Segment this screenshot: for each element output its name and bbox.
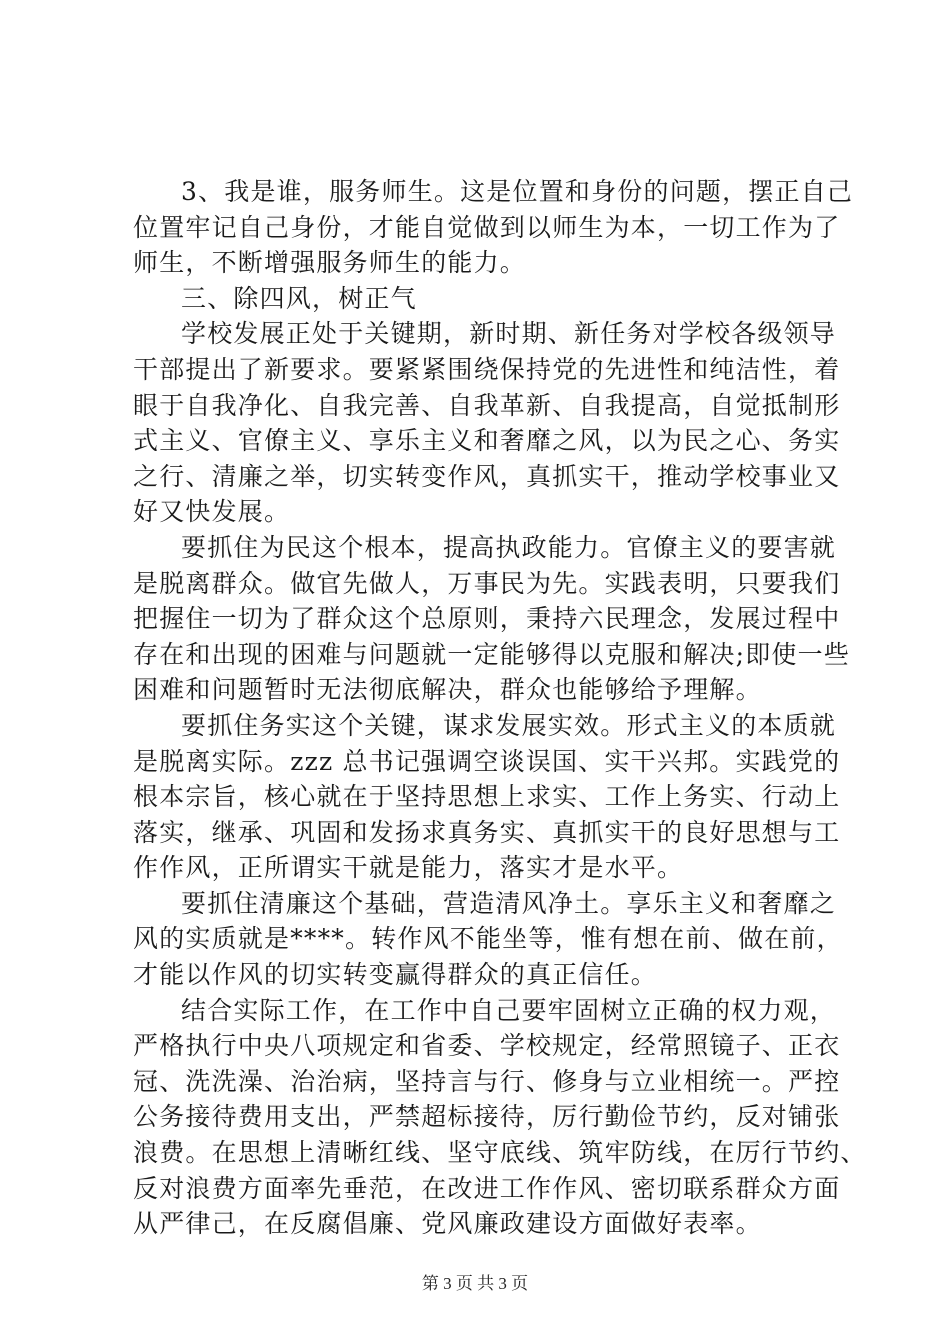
document-body [133, 174, 867, 1242]
text-line: 要抓住清廉这个基础，营造清风净土。享乐主义和奢靡之 [181, 888, 837, 918]
text-line: 根本宗旨，核心就在于坚持思想上求实、工作上务实、行动上 [133, 782, 841, 812]
text-line: 才能以作风的切实转变赢得群众的真正信任。 [133, 960, 658, 990]
text-line: 要抓住务实这个关键，谋求发展实效。形式主义的本质就 [181, 710, 837, 740]
text-line: 之行、清廉之举，切实转变作风，真抓实干，推动学校事业又 [133, 461, 841, 491]
text-line: 冠、洗洗澡、治治病，坚持言与行、修身与立业相统一。严控 [133, 1066, 841, 1096]
paragraph-people [133, 530, 851, 708]
paragraph-section3-point3 [133, 174, 854, 281]
text-line: 浪费。在思想上清晰红线、坚守底线、筑牢防线，在厉行节约、 [133, 1138, 867, 1168]
text-line: 反对浪费方面率先垂范，在改进工作作风、密切联系群众方面 [133, 1173, 841, 1203]
text-line: 3、我是谁，服务师生。这是位置和身份的问题，摆正自己 [181, 177, 854, 206]
text-line: 严格执行中央八项规定和省委、学校规定，经常照镜子、正衣 [133, 1031, 841, 1061]
text-line: 师生，不断增强服务师生的能力。 [133, 248, 527, 278]
text-line: 风的实质就是****。转作风不能坐等，惟有想在前、做在前， [133, 924, 843, 954]
text-line: 干部提出了新要求。要紧紧围绕保持党的先进性和纯洁性，着 [133, 354, 841, 384]
text-line: 公务接待费用支出，严禁超标接待，厉行勤俭节约，反对铺张 [133, 1102, 841, 1132]
text-line: 是脱离群众。做官先做人，万事民为先。实践表明，只要我们 [133, 568, 841, 598]
text-line: 要抓住为民这个根本，提高执政能力。官僚主义的要害就 [181, 532, 837, 562]
page-number-footer: 第 3 页 共 3 页 [421, 1274, 529, 1293]
paragraph-practice [133, 993, 867, 1242]
section-heading [133, 281, 833, 317]
text-line: 结合实际工作，在工作中自己要牢固树立正确的权力观， [181, 995, 837, 1025]
paragraph-intro [133, 316, 841, 530]
text-line: 是脱离实际。zzz 总书记强调空谈误国、实干兴邦。实践党的 [133, 746, 841, 776]
text-line: 落实，继承、巩固和发扬求真务实、真抓实干的良好思想与工 [133, 817, 841, 847]
text-line: 学校发展正处于关键期，新时期、新任务对学校各级领导 [181, 319, 837, 349]
section-heading-text: 三、除四风，树正气 [181, 283, 417, 313]
text-line: 位置牢记自己身份，才能自觉做到以师生为本，一切工作为了 [133, 212, 841, 242]
text-line: 眼于自我净化、自我完善、自我革新、自我提高，自觉抵制形 [133, 390, 841, 420]
text-line: 存在和出现的困难与问题就一定能够得以克服和解决;即使一些 [133, 639, 851, 669]
text-line: 从严律己，在反腐倡廉、党风廉政建设方面做好表率。 [133, 1209, 762, 1239]
paragraph-integrity [133, 886, 843, 993]
text-line: 困难和问题暂时无法彻底解决，群众也能够给予理解。 [133, 675, 762, 705]
text-line: 把握住一切为了群众这个总原则，秉持六民理念，发展过程中 [133, 604, 841, 634]
text-line: 式主义、官僚主义、享乐主义和奢靡之风，以为民之心、务实 [133, 426, 841, 456]
text-line: 作作风，正所谓实干就是能力，落实才是水平。 [133, 853, 684, 883]
text-line: 好又快发展。 [133, 497, 291, 527]
paragraph-pragmatic [133, 708, 841, 886]
